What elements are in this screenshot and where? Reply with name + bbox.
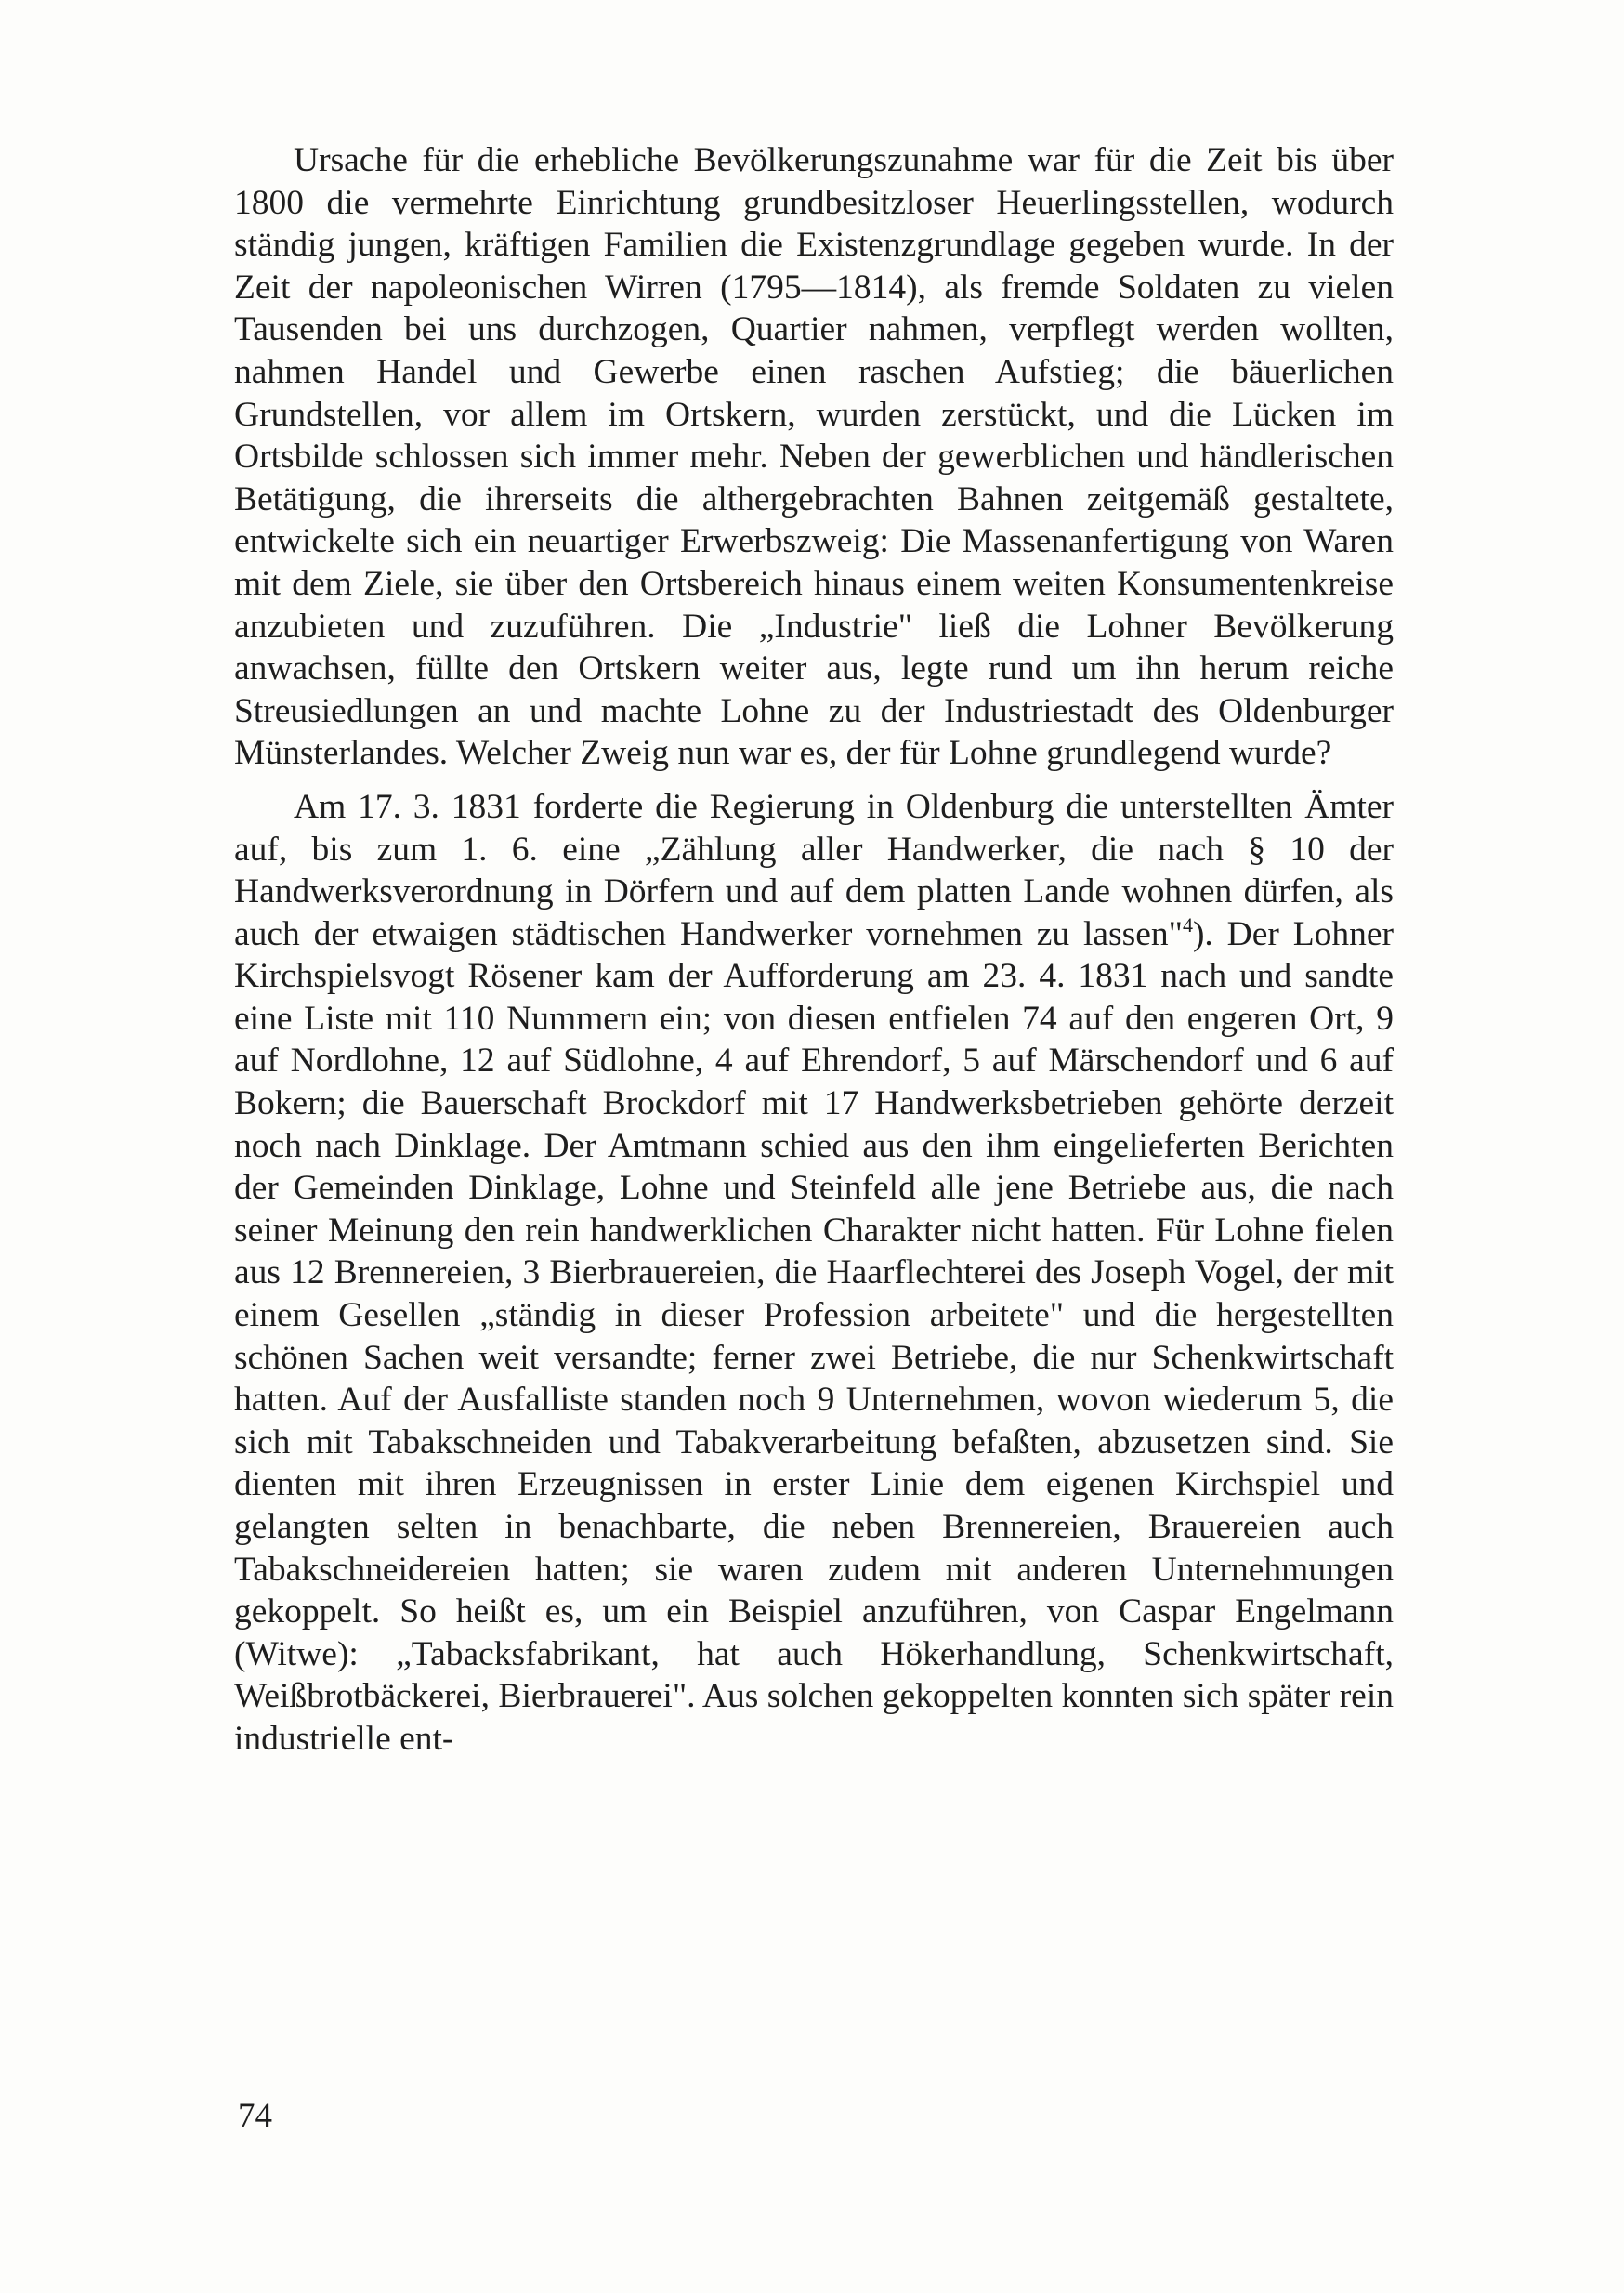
- body-text: [234, 139, 1394, 1761]
- paragraph-1: Ursache für die erhebliche Bevölkerungszunahme war für die Zeit bis über 1800 die vermehrte Einrichtung grundbesitzloser Heuerlingsstellen, wodurch ständig jungen, kräftigen Familien die Existenzgrundlage gegeben wurde. In der Zeit der napoleonischen Wirren (1795—1814), als fremde Soldaten zu vielen Tausenden bei uns durchzogen, Quartier nahmen, verpflegt werden wollten, nahmen Handel und Gewerbe einen raschen Aufstieg; die bäuerlichen Grundstellen, vor allem im Ortskern, wurden zerstückt, und die Lücken im Ortsbilde schlossen sich immer mehr. Neben der gewerblichen und händlerischen Betätigung, die ihrerseits die althergebrachten Bahnen zeitgemäß gestaltete, entwickelte sich ein neuartiger Erwerbszweig: Die Massenanfertigung von Waren mit dem Ziele, sie über den Ortsbereich hinaus einem weiten Konsumentenkreise anzubieten und zuzuführen. Die „Industrie" ließ die Lohner Bevölkerung anwachsen, füllte den Ortskern weiter aus, legte rund um ihn herum reiche Streusiedlungen an und machte Lohne zu der Industriestadt des Oldenburger Münsterlandes. Welcher Zweig nun war es, der für Lohne grundlegend wurde?: [234, 141, 1394, 773]
- paragraph-2: [234, 786, 1394, 1761]
- page-number: 74: [238, 2097, 272, 2135]
- paragraph-2-text-after-ref: ). Der Lohner Kirchspielsvogt Rösener kam der Aufforderung am 23. 4. 1831 nach und sandte eine Liste mit 110 Nummern ein; von diesen entfielen 74 auf den engeren Ort, 9 auf Nordlohne, 12 auf Südlohne, 4 auf Ehrendorf, 5 auf Märschendorf und 6 auf Bokern; die Bauerschaft Brockdorf mit 17 Handwerksbetrieben gehörte derzeit noch nach Dinklage. Der Amtmann schied aus den ihm eingelieferten Berichten der Gemeinden Dinklage, Lohne und Steinfeld alle jene Betriebe aus, die nach seiner Meinung den rein handwerklichen Charakter nicht hatten. Für Lohne fielen aus 12 Brennereien, 3 Bierbrauereien, die Haarflechterei des Joseph Vogel, der mit einem Gesellen „ständig in dieser Profession arbeitete" und die hergestellten schönen Sachen weit versandte; ferner zwei Betriebe, die nur Schenkwirtschaft hatten. Auf der Ausfalliste standen noch 9 Unternehmen, wovon wiederum 5, die sich mit Tabakschneiden und Tabakverarbeitung befaßten, abzusetzen sind. Sie dienten mit ihren Erzeugnissen in erster Linie dem eigenen Kirchspiel und gelangten selten in benachbarte, die neben Brennereien, Brauereien auch Tabakschneidereien hatten; sie waren zudem mit anderen Unternehmungen gekoppelt. So heißt es, um ein Beispiel anzuführen, von Caspar Engelmann (Witwe): „Tabacksfabrikant, hat auch Hökerhandlung, Schenkwirtschaft, Weißbrotbäckerei, Bierbrauerei". Aus solchen gekoppelten konnten sich später rein industrielle ent-: [234, 914, 1394, 1758]
- footnote-reference[interactable]: 4: [1182, 912, 1193, 937]
- paragraph-2-text-before-ref: Am 17. 3. 1831 forderte die Regierung in Oldenburg die unterstellten Ämter auf, bis zum 1. 6. eine „Zählung aller Handwerker, die nach § 10 der Handwerksverordnung in Dörfern und auf dem platten Lande wohnen dürfen, als auch der etwaigen städtischen Handwerker vornehmen zu lassen": [234, 787, 1394, 953]
